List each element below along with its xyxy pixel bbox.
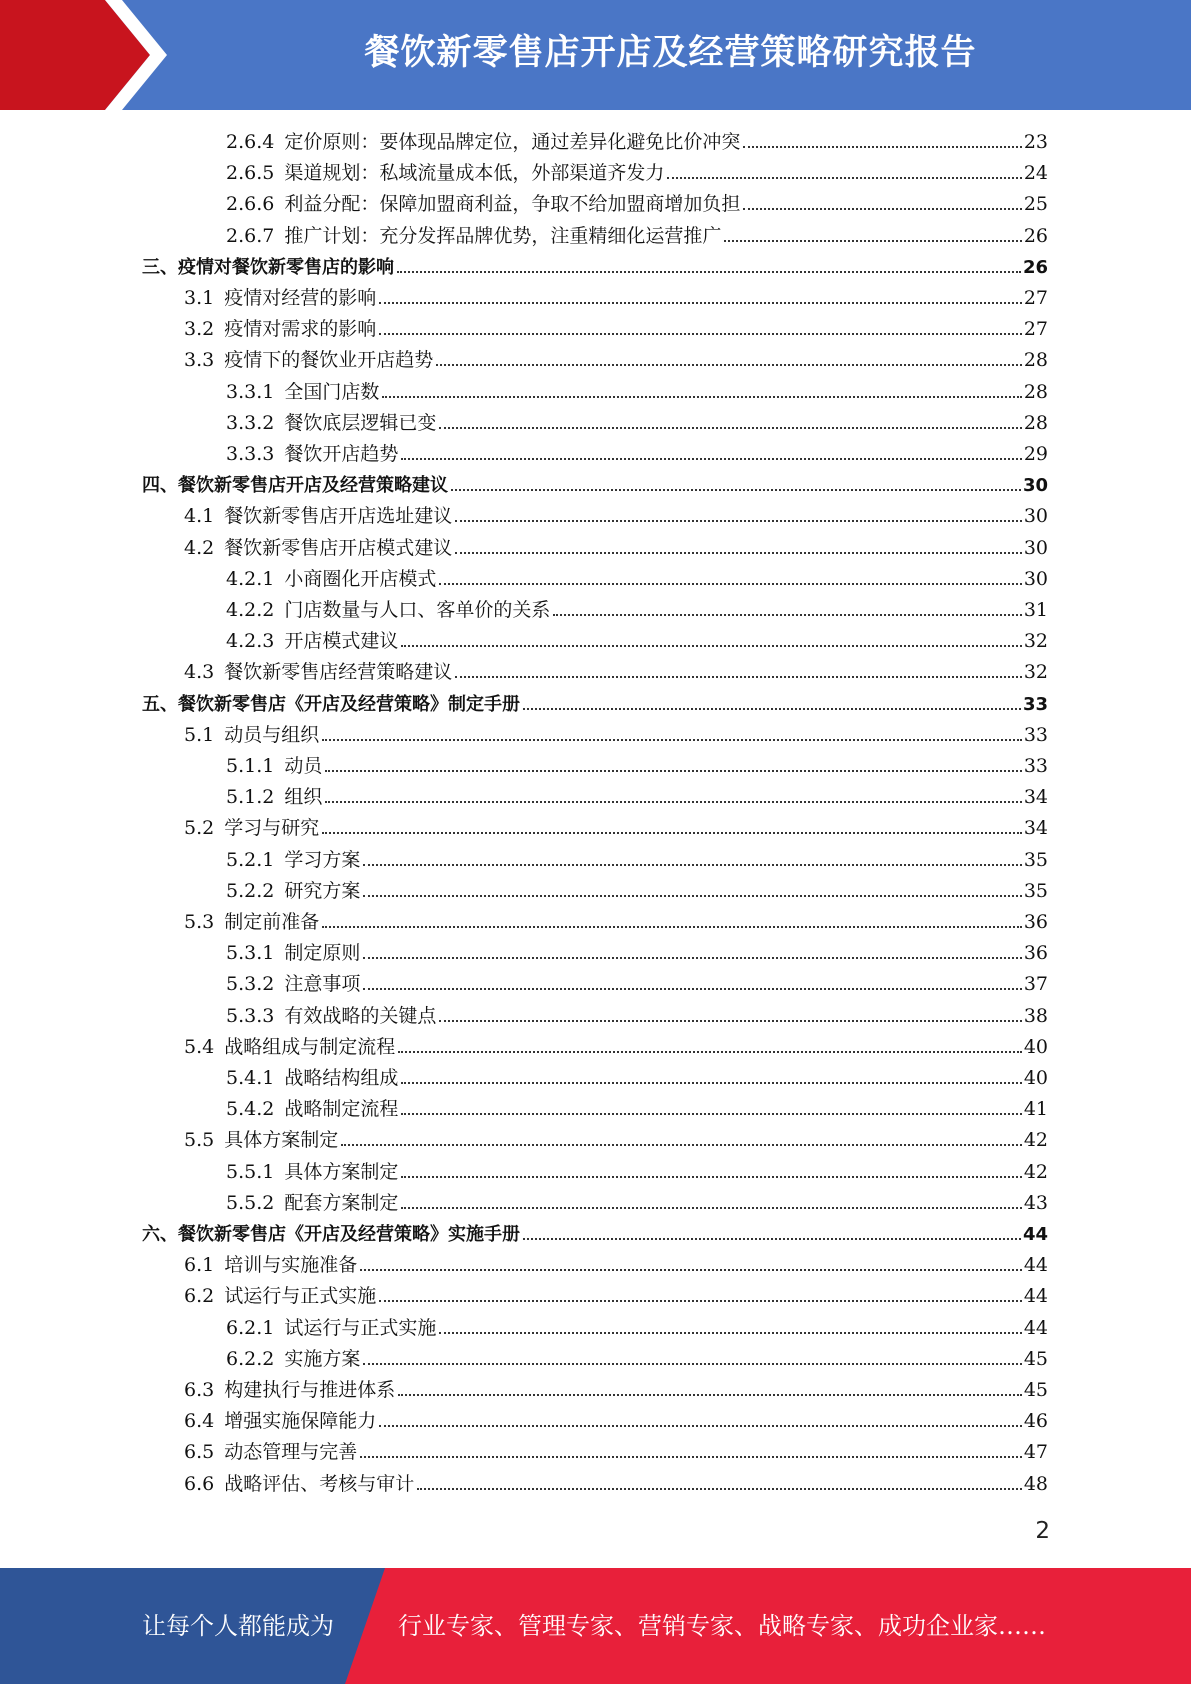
toc-dot-leader [451, 489, 1021, 491]
toc-entry-page: 35 [1023, 880, 1048, 902]
toc-entry-title: 具体方案制定 [224, 1129, 339, 1151]
toc-entry-title: 餐饮新零售店开店模式建议 [224, 537, 453, 559]
toc-entry-number: 3.2 [184, 318, 215, 340]
toc-entry-title: 餐饮新零售店经营策略建议 [224, 661, 453, 683]
toc-dot-leader [667, 177, 1021, 179]
toc-entry-page: 32 [1023, 661, 1048, 683]
toc-entry-page: 27 [1023, 318, 1048, 340]
toc-entry-title: 学习方案 [284, 849, 361, 871]
toc-entry-title: 三、疫情对餐饮新零售店的影响 [142, 257, 394, 278]
toc-entry[interactable] [226, 439, 1048, 470]
toc-entry-title: 研究方案 [284, 880, 361, 902]
toc-entry-number: 6.6 [184, 1473, 215, 1495]
toc-dot-leader [455, 520, 1022, 522]
toc-entry-title: 战略结构组成 [284, 1067, 399, 1089]
toc-dot-leader [379, 333, 1022, 335]
toc-entry[interactable] [184, 1437, 1048, 1468]
toc-entry[interactable] [142, 1219, 1048, 1250]
toc-dot-leader [401, 1176, 1021, 1178]
toc-entry-title: 制定原则 [284, 942, 361, 964]
toc-entry[interactable] [226, 564, 1048, 595]
toc-entry-number: 6.5 [184, 1441, 215, 1463]
toc-entry[interactable] [184, 813, 1048, 844]
toc-entry-number: 4.2 [184, 537, 215, 559]
toc-dot-leader [363, 957, 1021, 959]
toc-entry-page: 45 [1023, 1379, 1048, 1401]
toc-entry-page: 44 [1022, 1224, 1048, 1245]
toc-entry-page: 26 [1022, 257, 1048, 278]
toc-entry[interactable] [226, 158, 1048, 189]
toc-entry[interactable] [184, 907, 1048, 938]
toc-entry-number: 4.3 [184, 661, 215, 683]
toc-dot-leader [455, 552, 1022, 554]
page-number: 2 [1035, 1518, 1050, 1544]
toc-entry-page: 30 [1023, 537, 1048, 559]
toc-dot-leader [379, 302, 1022, 304]
toc-entry-number: 6.2.1 [226, 1317, 275, 1339]
toc-entry-number: 6.1 [184, 1254, 215, 1276]
toc-entry-title: 渠道规划：私域流量成本低，外部渠道齐发力 [284, 162, 665, 184]
document-title: 餐饮新零售店开店及经营策略研究报告 [364, 33, 977, 73]
toc-dot-leader [363, 895, 1021, 897]
toc-dot-leader [322, 832, 1022, 834]
toc-entry[interactable] [226, 377, 1048, 408]
toc-entry[interactable] [226, 626, 1048, 657]
toc-entry[interactable] [226, 221, 1048, 252]
toc-entry-title: 推广计划：充分发挥品牌优势，注重精细化运营推广 [284, 225, 722, 247]
toc-entry-number: 3.3.3 [226, 443, 275, 465]
toc-entry[interactable] [184, 501, 1048, 532]
toc-entry[interactable] [184, 1250, 1048, 1281]
toc-entry-page: 41 [1023, 1098, 1048, 1120]
toc-dot-leader [379, 1425, 1022, 1427]
toc-dot-leader [398, 1394, 1022, 1396]
toc-entry-number: 5.3.1 [226, 942, 275, 964]
toc-entry-page: 29 [1023, 443, 1048, 465]
toc-entry[interactable] [226, 595, 1048, 626]
toc-entry-page: 36 [1023, 911, 1048, 933]
toc-entry-number: 5.4 [184, 1036, 215, 1058]
toc-entry-title: 全国门店数 [284, 381, 380, 403]
toc-dot-leader [743, 208, 1021, 210]
toc-entry[interactable] [226, 751, 1048, 782]
toc-entry[interactable] [226, 127, 1048, 158]
page-footer [0, 1568, 1191, 1684]
toc-entry-number: 5.2.1 [226, 849, 275, 871]
toc-entry[interactable] [184, 533, 1048, 564]
toc-dot-leader [439, 1020, 1021, 1022]
toc-dot-leader [397, 271, 1021, 273]
toc-entry-page: 36 [1023, 942, 1048, 964]
toc-entry-page: 47 [1023, 1441, 1048, 1463]
toc-dot-leader [439, 427, 1021, 429]
toc-entry-number: 5.5.1 [226, 1161, 275, 1183]
toc-entry[interactable] [226, 969, 1048, 1000]
toc-entry-number: 5.5 [184, 1129, 215, 1151]
toc-entry-number: 3.3.2 [226, 412, 275, 434]
toc-entry-page: 27 [1023, 287, 1048, 309]
toc-entry[interactable] [226, 189, 1048, 220]
toc-dot-leader [363, 988, 1021, 990]
toc-entry[interactable] [184, 1281, 1048, 1312]
toc-dot-leader [360, 1269, 1022, 1271]
toc-entry-page: 34 [1023, 786, 1048, 808]
toc-dot-leader [436, 364, 1022, 366]
toc-entry-number: 3.3 [184, 349, 215, 371]
toc-entry-number: 2.6.7 [226, 225, 275, 247]
toc-entry-title: 开店模式建议 [284, 630, 399, 652]
toc-entry-page: 33 [1023, 724, 1048, 746]
page-header [0, 0, 1191, 110]
toc-entry[interactable] [226, 1157, 1048, 1188]
toc-entry-page: 44 [1023, 1285, 1048, 1307]
toc-entry-title: 战略制定流程 [284, 1098, 399, 1120]
toc-entry[interactable] [184, 283, 1048, 314]
toc-entry-page: 31 [1023, 599, 1048, 621]
toc-entry-number: 2.6.6 [226, 193, 275, 215]
toc-entry-page: 38 [1023, 1005, 1048, 1027]
toc-entry-page: 44 [1023, 1254, 1048, 1276]
toc-dot-leader [417, 1488, 1022, 1490]
toc-entry[interactable] [226, 1094, 1048, 1125]
toc-dot-leader [439, 583, 1021, 585]
toc-entry-title: 小商圈化开店模式 [284, 568, 437, 590]
toc-entry-title: 构建执行与推进体系 [224, 1379, 396, 1401]
toc-dot-leader [743, 146, 1021, 148]
toc-entry-number: 5.4.2 [226, 1098, 275, 1120]
toc-entry-title: 组织 [284, 786, 323, 808]
toc-entry-page: 30 [1022, 475, 1048, 496]
toc-dot-leader [325, 801, 1021, 803]
toc-entry-page: 44 [1023, 1317, 1048, 1339]
toc-entry-number: 5.2 [184, 817, 215, 839]
toc-entry-title: 餐饮开店趋势 [284, 443, 399, 465]
toc-entry-title: 战略评估、考核与审计 [224, 1473, 415, 1495]
toc-entry-page: 42 [1023, 1129, 1048, 1151]
toc-dot-leader [523, 1238, 1021, 1240]
toc-entry-page: 33 [1022, 694, 1048, 715]
toc-entry-page: 26 [1023, 225, 1048, 247]
footer-slogan-right: 行业专家、管理专家、营销专家、战略专家、成功企业家…… [398, 1612, 1046, 1640]
toc-entry-title: 培训与实施准备 [224, 1254, 358, 1276]
toc-entry-number: 6.3 [184, 1379, 215, 1401]
toc-entry-page: 35 [1023, 849, 1048, 871]
toc-entry[interactable] [226, 408, 1048, 439]
toc-entry-title: 学习与研究 [224, 817, 320, 839]
toc-entry[interactable] [184, 1125, 1048, 1156]
toc-entry-page: 28 [1023, 381, 1048, 403]
toc-entry-page: 28 [1023, 349, 1048, 371]
toc-entry-page: 33 [1023, 755, 1048, 777]
toc-entry[interactable] [226, 938, 1048, 969]
toc-dot-leader [401, 1207, 1021, 1209]
toc-entry-title: 有效战略的关键点 [284, 1005, 437, 1027]
toc-entry-title: 门店数量与人口、客单价的关系 [284, 599, 551, 621]
toc-entry-number: 4.2.1 [226, 568, 275, 590]
toc-entry[interactable] [142, 470, 1048, 501]
toc-entry-number: 6.2 [184, 1285, 215, 1307]
toc-entry-page: 40 [1023, 1067, 1048, 1089]
toc-dot-leader [382, 396, 1021, 398]
toc-entry-number: 4.2.3 [226, 630, 275, 652]
toc-entry[interactable] [226, 1188, 1048, 1219]
toc-entry[interactable] [184, 1469, 1048, 1500]
toc-entry-number: 5.1.2 [226, 786, 275, 808]
toc-entry-title: 六、餐饮新零售店《开店及经营策略》实施手册 [142, 1224, 520, 1245]
toc-entry-number: 5.1.1 [226, 755, 275, 777]
toc-entry-page: 30 [1023, 505, 1048, 527]
toc-entry-number: 5.3.3 [226, 1005, 275, 1027]
toc-entry-page: 25 [1023, 193, 1048, 215]
toc-entry-page: 24 [1023, 162, 1048, 184]
toc-dot-leader [523, 708, 1021, 710]
toc-entry-page: 46 [1023, 1410, 1048, 1432]
toc-entry-title: 四、餐饮新零售店开店及经营策略建议 [142, 475, 448, 496]
toc-entry[interactable] [184, 314, 1048, 345]
toc-entry[interactable] [142, 689, 1048, 720]
toc-dot-leader [398, 1051, 1022, 1053]
toc-entry[interactable] [142, 252, 1048, 283]
toc-dot-leader [363, 864, 1021, 866]
toc-dot-leader [379, 1300, 1022, 1302]
toc-entry-title: 动态管理与完善 [224, 1441, 358, 1463]
toc-dot-leader [401, 1113, 1021, 1115]
toc-entry[interactable] [226, 1313, 1048, 1344]
toc-entry[interactable] [226, 845, 1048, 876]
toc-entry-title: 配套方案制定 [284, 1192, 399, 1214]
toc-entry-title: 增强实施保障能力 [224, 1410, 377, 1432]
footer-slogan-left: 让每个人都能成为 [142, 1612, 334, 1640]
toc-entry-page: 30 [1023, 568, 1048, 590]
toc-entry-page: 45 [1023, 1348, 1048, 1370]
toc-entry[interactable] [184, 720, 1048, 751]
toc-dot-leader [401, 458, 1021, 460]
toc-entry-number: 5.5.2 [226, 1192, 275, 1214]
toc-entry-page: 48 [1023, 1473, 1048, 1495]
toc-entry-number: 5.4.1 [226, 1067, 275, 1089]
toc-entry-title: 制定前准备 [224, 911, 320, 933]
toc-dot-leader [724, 240, 1021, 242]
toc-entry-page: 23 [1023, 131, 1048, 153]
toc-entry[interactable] [184, 1032, 1048, 1063]
toc-entry[interactable] [226, 1344, 1048, 1375]
toc-entry-title: 战略组成与制定流程 [224, 1036, 396, 1058]
toc-entry-title: 餐饮底层逻辑已变 [284, 412, 437, 434]
toc-entry-page: 43 [1023, 1192, 1048, 1214]
toc-entry-title: 试运行与正式实施 [284, 1317, 437, 1339]
toc-entry-number: 6.2.2 [226, 1348, 275, 1370]
toc-entry[interactable] [226, 782, 1048, 813]
toc-entry[interactable] [184, 1375, 1048, 1406]
toc-dot-leader [322, 739, 1022, 741]
toc-entry-title: 疫情对经营的影响 [224, 287, 377, 309]
toc-entry[interactable] [184, 657, 1048, 688]
toc-dot-leader [439, 1332, 1021, 1334]
toc-entry-number: 5.2.2 [226, 880, 275, 902]
toc-entry-title: 疫情对需求的影响 [224, 318, 377, 340]
toc-entry-number: 2.6.5 [226, 162, 275, 184]
toc-entry-number: 5.3 [184, 911, 215, 933]
toc-entry-title: 实施方案 [284, 1348, 361, 1370]
toc-entry[interactable] [184, 1406, 1048, 1437]
toc-entry-title: 动员与组织 [224, 724, 320, 746]
toc-entry-title: 餐饮新零售店开店选址建议 [224, 505, 453, 527]
toc-entry-title: 具体方案制定 [284, 1161, 399, 1183]
toc-dot-leader [455, 676, 1022, 678]
toc-dot-leader [553, 614, 1021, 616]
toc-entry-page: 42 [1023, 1161, 1048, 1183]
toc-entry[interactable] [226, 1001, 1048, 1032]
toc-dot-leader [360, 1456, 1022, 1458]
toc-entry-title: 疫情下的餐饮业开店趋势 [224, 349, 434, 371]
toc-entry[interactable] [226, 1063, 1048, 1094]
toc-entry-title: 动员 [284, 755, 323, 777]
toc-entry-number: 6.4 [184, 1410, 215, 1432]
toc-entry-number: 5.1 [184, 724, 215, 746]
toc-entry-title: 定价原则：要体现品牌定位，通过差异化避免比价冲突 [284, 131, 741, 153]
toc-entry-page: 40 [1023, 1036, 1048, 1058]
toc-dot-leader [325, 770, 1021, 772]
toc-entry-page: 34 [1023, 817, 1048, 839]
toc-entry-number: 5.3.2 [226, 973, 275, 995]
toc-entry-title: 利益分配：保障加盟商利益，争取不给加盟商增加负担 [284, 193, 741, 215]
toc-entry-title: 注意事项 [284, 973, 361, 995]
toc-dot-leader [401, 1082, 1021, 1084]
toc-entry-number: 3.3.1 [226, 381, 275, 403]
toc-entry-title: 五、餐饮新零售店《开店及经营策略》制定手册 [142, 694, 520, 715]
toc-dot-leader [401, 645, 1021, 647]
toc-entry-number: 2.6.4 [226, 131, 275, 153]
toc-entry[interactable] [184, 345, 1048, 376]
toc-entry-page: 32 [1023, 630, 1048, 652]
toc-entry-page: 28 [1023, 412, 1048, 434]
toc-dot-leader [322, 926, 1022, 928]
toc-entry-number: 4.2.2 [226, 599, 275, 621]
toc-entry-number: 4.1 [184, 505, 215, 527]
toc-entry[interactable] [226, 876, 1048, 907]
toc-entry-number: 3.1 [184, 287, 215, 309]
toc-entry-title: 试运行与正式实施 [224, 1285, 377, 1307]
toc-dot-leader [341, 1144, 1022, 1146]
toc-dot-leader [363, 1363, 1021, 1365]
toc-entry-page: 37 [1023, 973, 1048, 995]
